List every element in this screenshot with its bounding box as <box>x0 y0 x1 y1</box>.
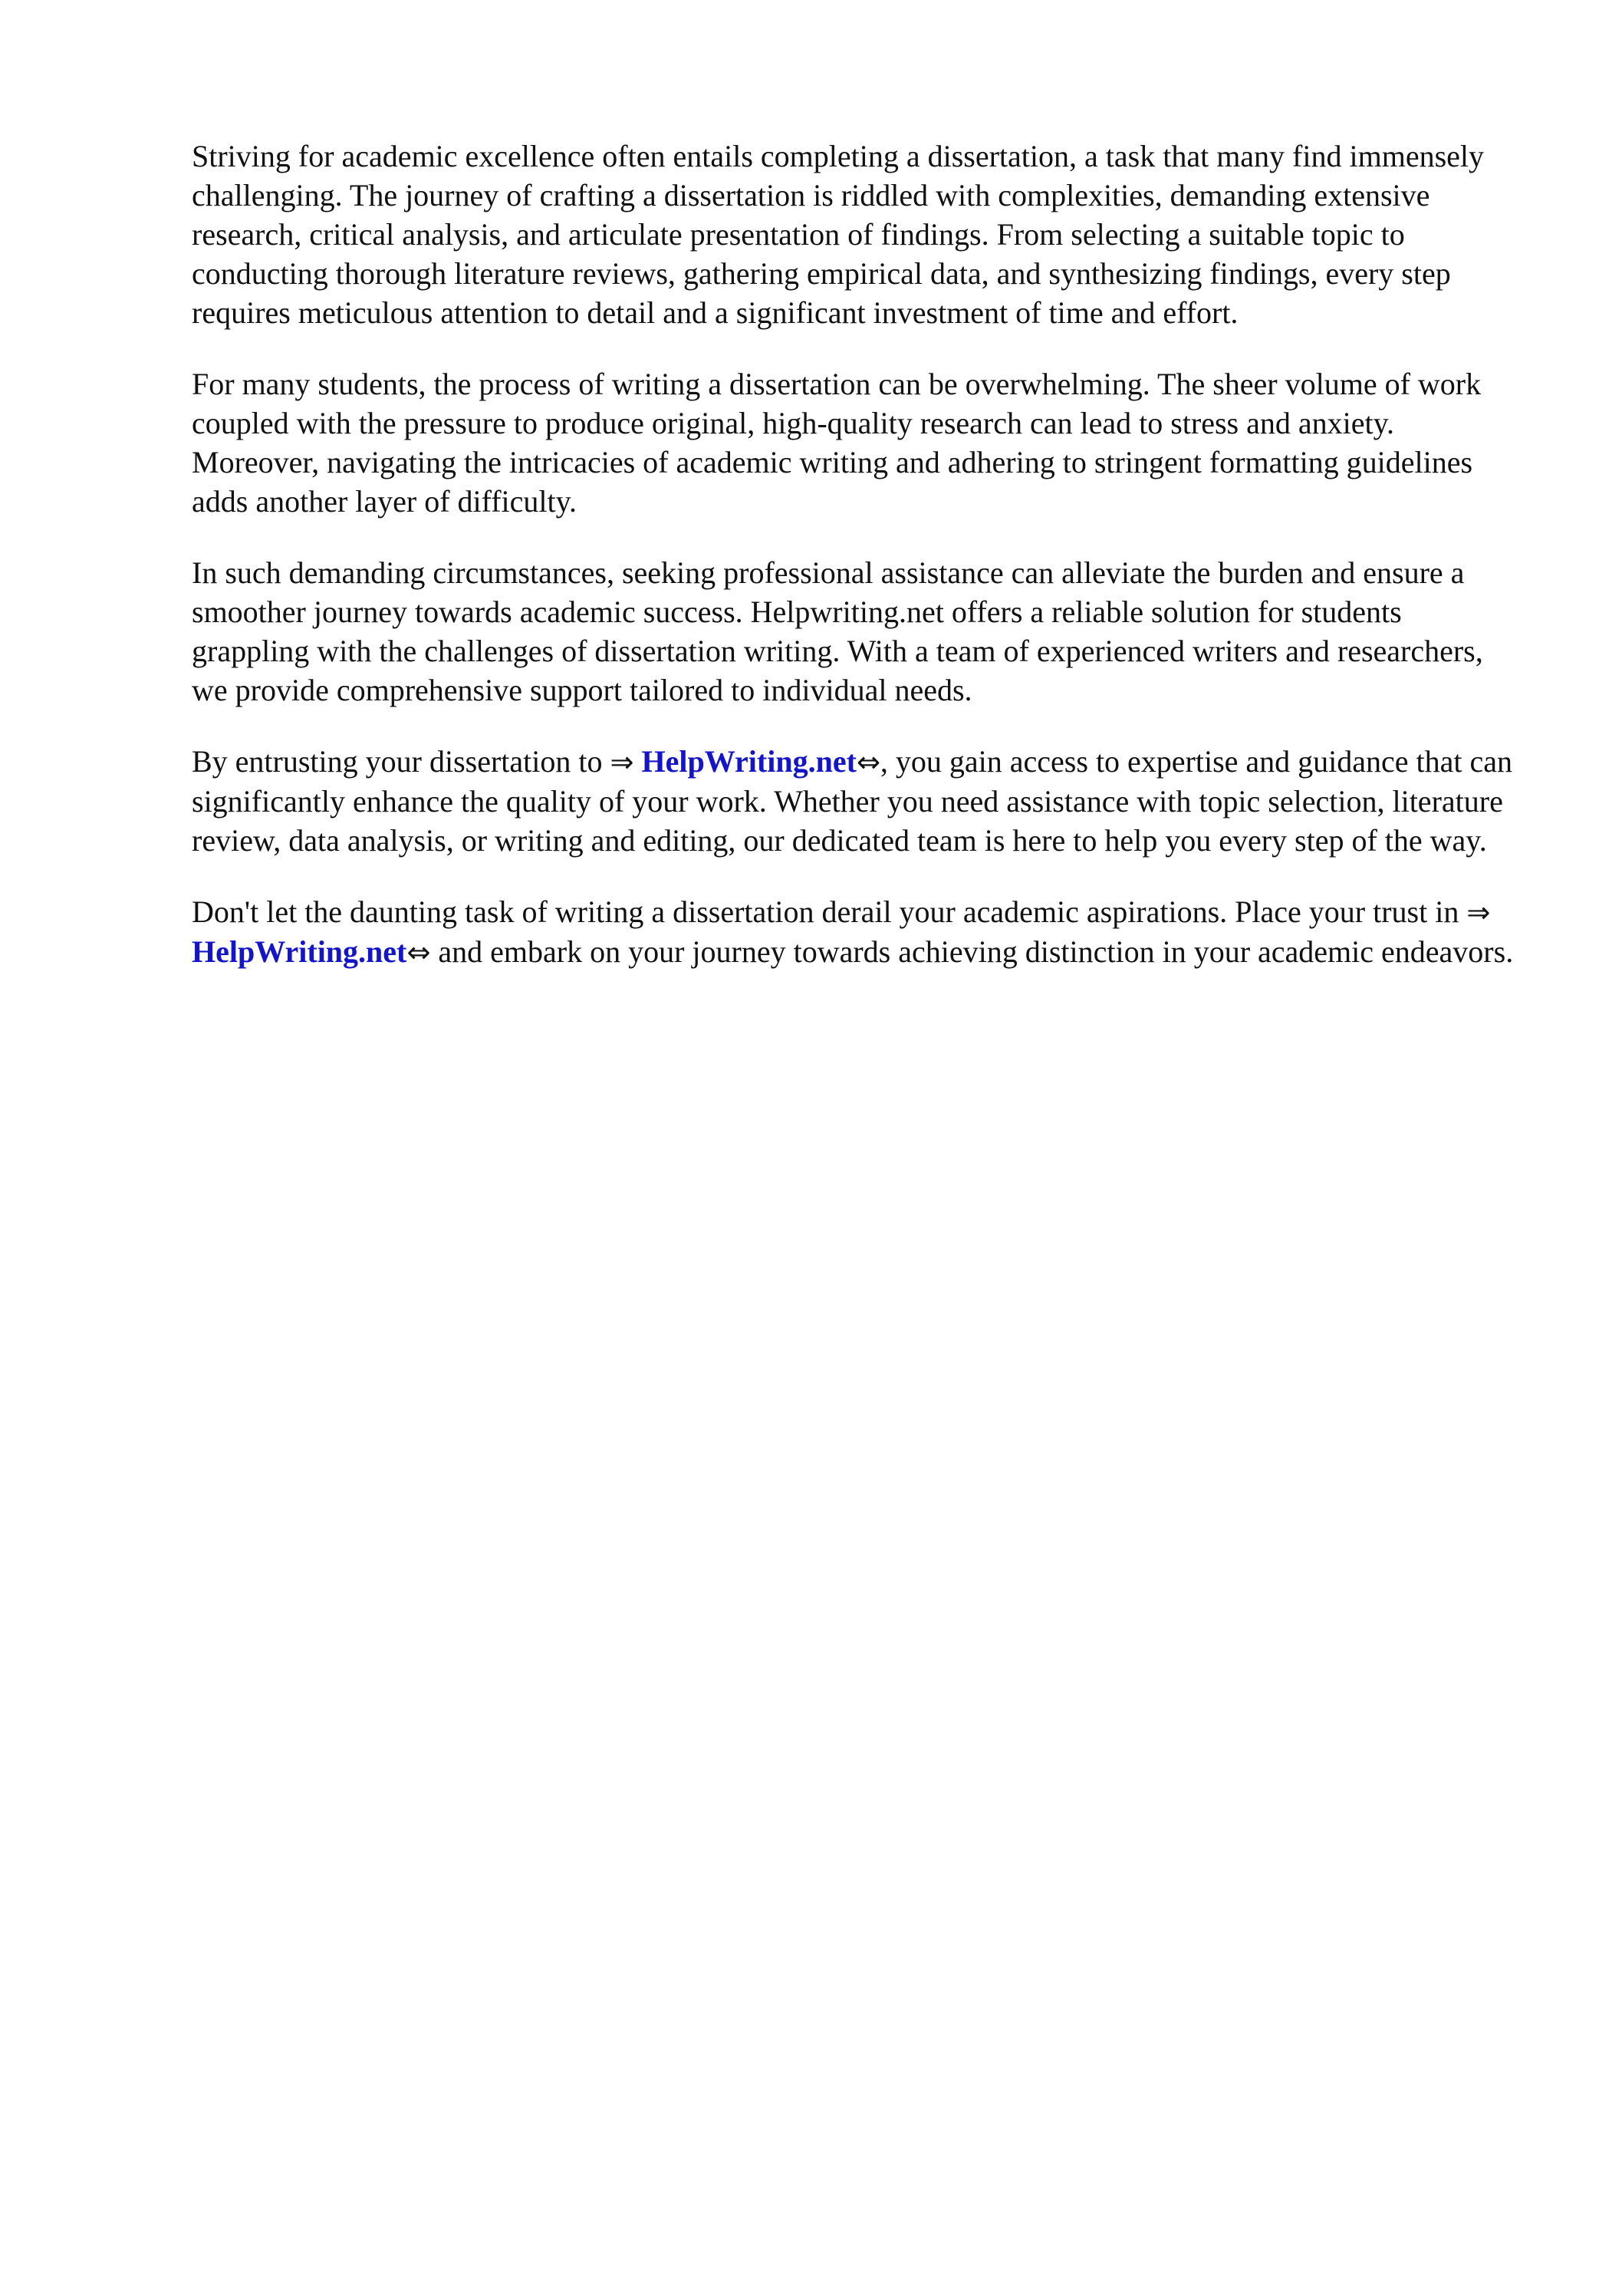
document-page <box>192 137 1526 1004</box>
paragraph-closing-lead: Don't let the daunting task of writing a dissertation derail your academic aspirations. Place your trust in <box>192 894 1467 929</box>
left-right-double-arrow-icon: ⇔ <box>406 936 431 969</box>
left-right-double-arrow-icon: ⇔ <box>856 746 880 779</box>
paragraph-challenges: For many students, the process of writing a dissertation can be overwhelming. The sheer volume of work coupled with the pressure to produce original, high-quality research can lead to stress and anxiety. Moreover, navigating the intricacies of academic writing and adhering to stringent formatting guidelines adds another layer of difficulty. <box>192 367 1482 519</box>
paragraph-entrusting-tail: , you gain access to expertise and guidance that can significantly enhance the quality of your work. Whether you need assistance with topic selection, literature review, data analysis, or writing and editing, our dedicated team is here to help you every step of the way. <box>192 744 1513 858</box>
paragraph-entrusting-lead: By entrusting your dissertation to <box>192 744 610 779</box>
paragraph-closing <box>192 892 1526 972</box>
paragraph-closing-tail: and embark on your journey towards achieving distinction in your academic endeavors. <box>430 934 1514 969</box>
paragraph-entrusting <box>192 742 1526 860</box>
paragraph-intro: Striving for academic excellence often entails completing a dissertation, a task that many find immensely challenging. The journey of crafting a dissertation is riddled with complexities, demanding extensive research, critical analysis, and articulate presentation of findings. From selecting a suitable topic to conducting thorough literature reviews, gathering empirical data, and synthesizing findings, every step requires meticulous attention to detail and a significant investment of time and effort. <box>192 139 1485 330</box>
paragraph-assistance: In such demanding circumstances, seeking professional assistance can alleviate the burden and ensure a smoother journey towards academic success. Helpwriting.net offers a reliable solution for students grappling with the challenges of dissertation writing. With a team of experienced writers and researchers, we provide comprehensive support tailored to individual needs. <box>192 555 1483 707</box>
helpwriting-link-closing[interactable]: HelpWriting.net <box>192 934 407 969</box>
right-double-arrow-icon: ⇒ <box>610 746 634 779</box>
helpwriting-link[interactable]: HelpWriting.net <box>641 744 857 779</box>
right-double-arrow-icon: ⇒ <box>1466 896 1491 929</box>
